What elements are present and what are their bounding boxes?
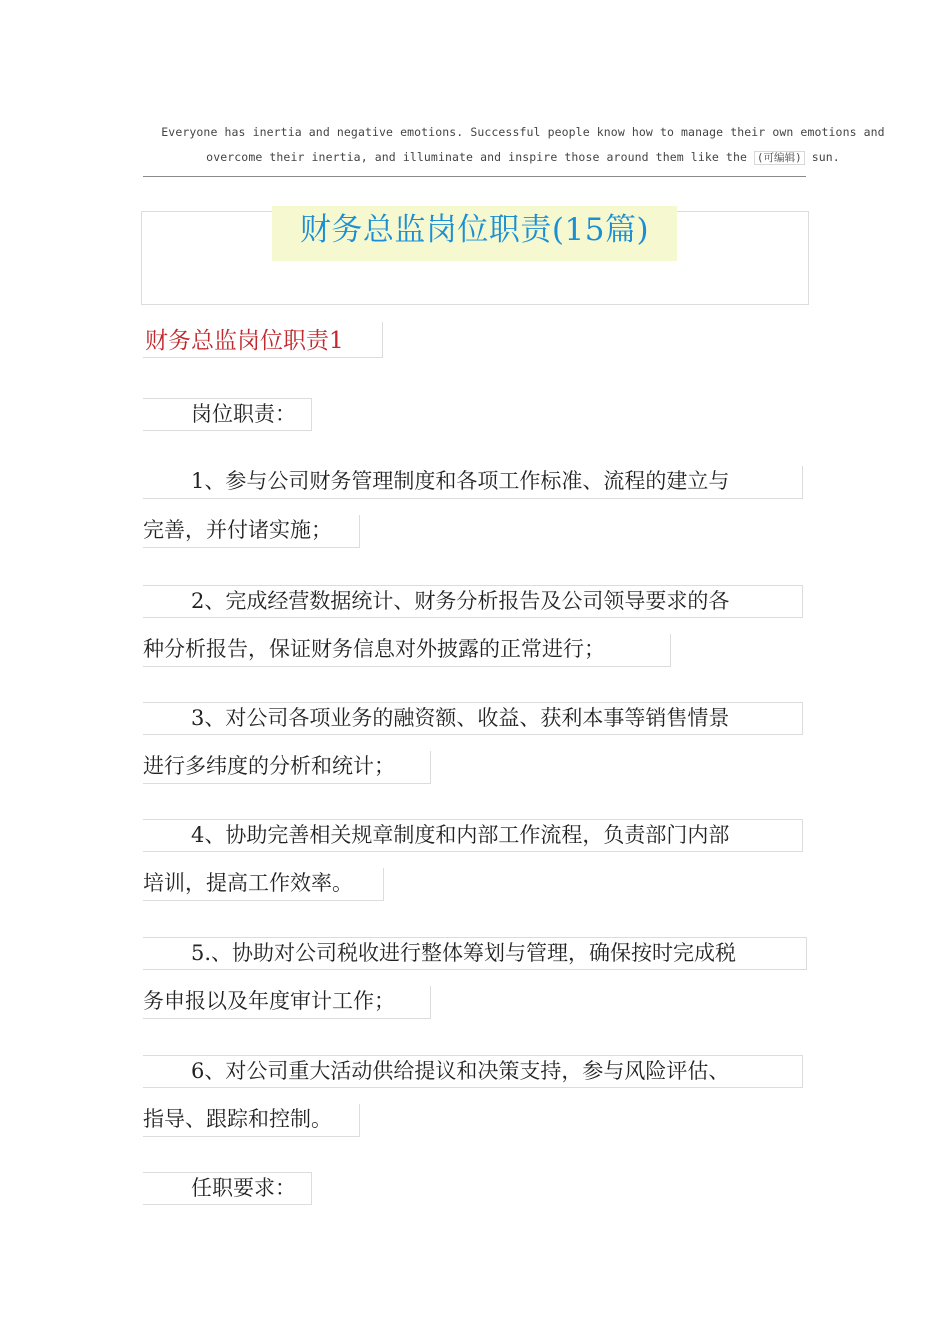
header-quote-line2 [143, 145, 903, 171]
section-heading: 财务总监岗位职责1 [143, 322, 383, 358]
list-item-line: 3、对公司各项业务的融资额、收益、获利本事等销售情景 [143, 702, 803, 735]
list-item-line: 5.、协助对公司税收进行整体筹划与管理，确保按时完成税 [143, 937, 807, 970]
list-item-line: 1、参与公司财务管理制度和各项工作标准、流程的建立与 [143, 466, 803, 499]
requirements-label: 任职要求： [143, 1172, 312, 1205]
header-quote-line2-end: sun. [811, 150, 840, 164]
list-item-line: 务申报以及年度审计工作； [143, 986, 431, 1019]
list-item-line: 完善，并付诸实施； [143, 515, 360, 548]
header-quote-line2-text: overcome their inertia, and illuminate and inspire those around them like the [206, 150, 747, 164]
duties-label: 岗位职责： [143, 398, 312, 431]
list-item-line: 2、完成经营数据统计、财务分析报告及公司领导要求的各 [143, 585, 803, 618]
list-item-line: 4、协助完善相关规章制度和内部工作流程，负责部门内部 [143, 819, 803, 852]
list-item-line: 培训，提高工作效率。 [143, 868, 384, 901]
document-title: 财务总监岗位职责(15篇) [299, 212, 650, 248]
header-quote-line1: Everyone has inertia and negative emotions. Successful people know how to manage their own emotions and [161, 125, 885, 139]
header-divider [143, 176, 806, 177]
list-item-line: 种分析报告，保证财务信息对外披露的正常进行； [143, 634, 671, 667]
list-item-line: 6、对公司重大活动供给提议和决策支持，参与风险评估、 [143, 1055, 803, 1088]
list-item-line: 进行多纬度的分析和统计； [143, 751, 431, 784]
header-quote [143, 120, 903, 171]
list-item-line: 指导、跟踪和控制。 [143, 1104, 360, 1137]
editable-tag: (可编辑) [754, 151, 805, 165]
